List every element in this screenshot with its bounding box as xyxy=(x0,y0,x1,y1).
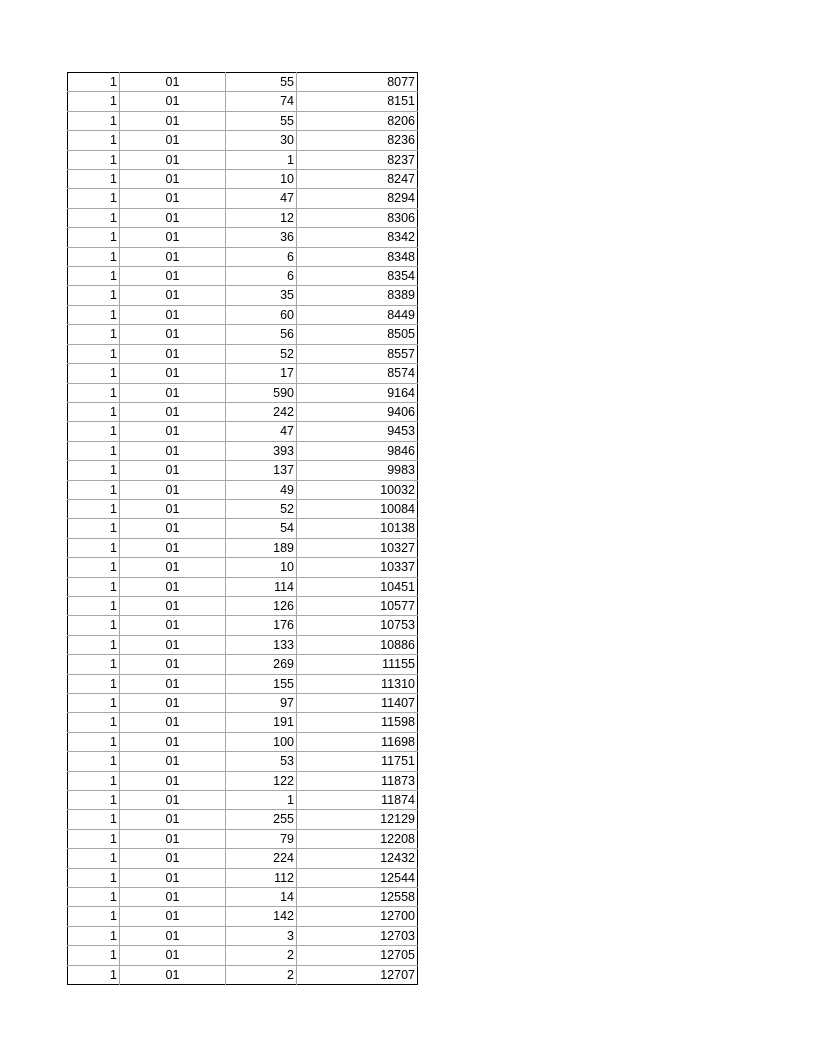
cell-col-c: 74 xyxy=(226,92,297,111)
cell-col-a: 1 xyxy=(68,305,120,324)
cell-col-b: 01 xyxy=(120,247,226,266)
cell-col-d: 12707 xyxy=(380,967,415,982)
cell-col-c: 242 xyxy=(226,402,297,421)
table-row xyxy=(68,926,418,945)
cell-col-b: 01 xyxy=(120,965,226,984)
cell-col-d: 12705 xyxy=(297,946,418,965)
cell-col-d: 11874 xyxy=(297,791,418,810)
cell-col-a: 1 xyxy=(68,131,120,150)
cell-col-c: 52 xyxy=(226,344,297,363)
cell-col-a: 1 xyxy=(68,247,120,266)
cell-col-b: 01 xyxy=(120,131,226,150)
cell-col-c: 10 xyxy=(226,558,297,577)
cell-col-b: 01 xyxy=(120,519,226,538)
table-row xyxy=(68,965,418,984)
cell-col-b: 01 xyxy=(120,694,226,713)
cell-col-b: 01 xyxy=(120,286,226,305)
cell-col-b: 01 xyxy=(120,480,226,499)
cell-col-c: 6 xyxy=(226,267,297,286)
cell-col-b: 01 xyxy=(120,829,226,848)
cell-col-a: 1 xyxy=(68,946,120,965)
table-row xyxy=(68,344,418,363)
cell-col-d: 12703 xyxy=(297,926,418,945)
cell-col-c: 100 xyxy=(226,732,297,751)
cell-col-d: 11873 xyxy=(297,771,418,790)
cell-col-d: 8574 xyxy=(297,364,418,383)
cell-col-c: 12 xyxy=(226,208,297,227)
cell-col-b: 01 xyxy=(120,713,226,732)
cell-col-d: 8237 xyxy=(297,150,418,169)
cell-col-d: 9406 xyxy=(297,402,418,421)
cell-col-c: 47 xyxy=(226,422,297,441)
cell-col-c: 255 xyxy=(226,810,297,829)
cell-col-c: 269 xyxy=(226,655,297,674)
cell-col-c: 55 xyxy=(226,73,297,92)
cell-col-b: 01 xyxy=(120,538,226,557)
cell-col-c: 79 xyxy=(226,829,297,848)
cell-col-a: 1 xyxy=(68,228,120,247)
table-row xyxy=(68,558,418,577)
table-row xyxy=(68,519,418,538)
cell-col-d: 8342 xyxy=(297,228,418,247)
table-row xyxy=(68,189,418,208)
cell-col-d: 9164 xyxy=(297,383,418,402)
cell-col-b: 01 xyxy=(120,868,226,887)
cell-col-a: 1 xyxy=(68,267,120,286)
table-row xyxy=(68,208,418,227)
cell-col-c: 122 xyxy=(226,771,297,790)
cell-col-a: 1 xyxy=(68,170,120,189)
cell-col-a: 1 xyxy=(68,286,120,305)
cell-col-c: 49 xyxy=(226,480,297,499)
cell-col-d: 10577 xyxy=(297,596,418,615)
cell-col-d: 12544 xyxy=(297,868,418,887)
cell-col-b: 01 xyxy=(120,616,226,635)
cell-col-a: 1 xyxy=(68,829,120,848)
cell-col-b: 01 xyxy=(120,344,226,363)
cell-col-b: 01 xyxy=(120,150,226,169)
cell-col-c: 114 xyxy=(226,577,297,596)
cell-col-c: 133 xyxy=(226,635,297,654)
cell-col-c: 224 xyxy=(226,849,297,868)
cell-col-a: 1 xyxy=(68,926,120,945)
table-row xyxy=(68,713,418,732)
cell-col-c: 47 xyxy=(226,189,297,208)
cell-col-b: 01 xyxy=(120,771,226,790)
table-row xyxy=(68,170,418,189)
cell-col-c: 10 xyxy=(226,170,297,189)
cell-col-c: 97 xyxy=(226,694,297,713)
cell-col-a: 1 xyxy=(68,791,120,810)
cell-col-a: 1 xyxy=(68,596,120,615)
cell-col-d: 11698 xyxy=(297,732,418,751)
cell-col-b: 01 xyxy=(120,189,226,208)
cell-col-b: 01 xyxy=(120,596,226,615)
cell-col-b: 01 xyxy=(120,364,226,383)
cell-col-c: 191 xyxy=(226,713,297,732)
cell-col-d: 11155 xyxy=(297,655,418,674)
cell-col-c: 155 xyxy=(226,674,297,693)
cell-col-d: 8354 xyxy=(297,267,418,286)
cell-col-d: 8206 xyxy=(297,111,418,130)
table-row xyxy=(68,849,418,868)
cell-col-d: 12700 xyxy=(297,907,418,926)
table-row xyxy=(68,674,418,693)
table-row xyxy=(68,635,418,654)
table-row xyxy=(68,907,418,926)
cell-col-b: 01 xyxy=(120,732,226,751)
cell-col-d: 8247 xyxy=(297,170,418,189)
cell-col-d: 12208 xyxy=(297,829,418,848)
cell-col-a: 1 xyxy=(68,810,120,829)
cell-col-a: 1 xyxy=(68,655,120,674)
table-row xyxy=(68,305,418,324)
cell-col-b: 01 xyxy=(120,888,226,907)
table-row xyxy=(68,752,418,771)
cell-col-b: 01 xyxy=(120,791,226,810)
cell-col-a: 1 xyxy=(68,383,120,402)
cell-col-c: 53 xyxy=(226,752,297,771)
cell-col-d: 11598 xyxy=(297,713,418,732)
cell-col-c: 60 xyxy=(226,305,297,324)
cell-col-b: 01 xyxy=(120,810,226,829)
cell-col-a: 1 xyxy=(68,499,120,518)
cell-col-c: 189 xyxy=(226,538,297,557)
cell-col-b: 01 xyxy=(120,422,226,441)
cell-col-a: 1 xyxy=(68,480,120,499)
table-row xyxy=(68,441,418,460)
table-row xyxy=(68,616,418,635)
table-row xyxy=(68,946,418,965)
cell-col-d: 10032 xyxy=(297,480,418,499)
cell-col-a: 1 xyxy=(68,208,120,227)
cell-col-c: 1 xyxy=(226,791,297,810)
cell-col-a: 1 xyxy=(68,868,120,887)
cell-col-d: 11407 xyxy=(297,694,418,713)
cell-col-a: 1 xyxy=(68,189,120,208)
cell-col-a: 1 xyxy=(68,325,120,344)
cell-col-b: 01 xyxy=(120,267,226,286)
cell-col-a: 1 xyxy=(68,849,120,868)
table-row xyxy=(68,732,418,751)
cell-col-d: 8236 xyxy=(297,131,418,150)
table-row xyxy=(68,888,418,907)
cell-col-c: 30 xyxy=(226,131,297,150)
table-row xyxy=(68,829,418,848)
cell-col-b: 01 xyxy=(120,499,226,518)
cell-col-b: 01 xyxy=(120,558,226,577)
cell-col-b: 01 xyxy=(120,402,226,421)
cell-col-d: 12129 xyxy=(297,810,418,829)
table-row xyxy=(68,383,418,402)
cell-col-a: 1 xyxy=(68,344,120,363)
table-row xyxy=(68,810,418,829)
cell-col-b: 01 xyxy=(120,946,226,965)
table-row xyxy=(68,402,418,421)
data-table xyxy=(67,72,418,985)
cell-col-d: 9453 xyxy=(297,422,418,441)
table-row xyxy=(68,596,418,615)
cell-col-b: 01 xyxy=(120,92,226,111)
cell-col-d: 10138 xyxy=(297,519,418,538)
cell-col-a: 1 xyxy=(68,616,120,635)
cell-col-a: 1 xyxy=(68,150,120,169)
cell-col-b: 01 xyxy=(120,441,226,460)
cell-col-a: 1 xyxy=(68,674,120,693)
cell-col-c: 393 xyxy=(226,441,297,460)
cell-col-d: 11310 xyxy=(297,674,418,693)
cell-col-a: 1 xyxy=(68,965,120,984)
cell-col-a: 1 xyxy=(68,907,120,926)
table-row xyxy=(68,771,418,790)
cell-col-c: 56 xyxy=(226,325,297,344)
cell-col-b: 01 xyxy=(120,655,226,674)
cell-col-b: 01 xyxy=(120,849,226,868)
table-row xyxy=(68,538,418,557)
cell-col-b: 01 xyxy=(120,208,226,227)
table-row xyxy=(68,655,418,674)
cell-col-a: 1 xyxy=(68,422,120,441)
table-row xyxy=(68,461,418,480)
table-row xyxy=(68,92,418,111)
cell-col-d: 8348 xyxy=(297,247,418,266)
cell-col-c: 14 xyxy=(226,888,297,907)
cell-col-a: 1 xyxy=(68,519,120,538)
cell-col-a: 1 xyxy=(68,402,120,421)
table-row xyxy=(68,868,418,887)
cell-col-b: 01 xyxy=(120,305,226,324)
cell-col-a: 1 xyxy=(68,558,120,577)
cell-col-c: 54 xyxy=(226,519,297,538)
cell-col-d: 8557 xyxy=(297,344,418,363)
cell-col-c: 137 xyxy=(226,461,297,480)
cell-col-b: 01 xyxy=(120,752,226,771)
cell-col-a: 1 xyxy=(68,752,120,771)
cell-col-b: 01 xyxy=(120,461,226,480)
cell-col-b: 01 xyxy=(120,926,226,945)
table-row xyxy=(68,267,418,286)
cell-col-d: 10084 xyxy=(297,499,418,518)
table-row xyxy=(68,286,418,305)
table-row xyxy=(68,499,418,518)
cell-col-b: 01 xyxy=(120,325,226,344)
cell-col-c: 2 xyxy=(226,965,297,984)
cell-col-c: 142 xyxy=(226,907,297,926)
cell-col-a: 1 xyxy=(68,538,120,557)
cell-col-a: 1 xyxy=(68,441,120,460)
cell-col-a: 1 xyxy=(68,771,120,790)
cell-col-a: 1 xyxy=(68,73,120,92)
table-row xyxy=(68,791,418,810)
cell-col-b: 01 xyxy=(120,73,226,92)
cell-col-a: 1 xyxy=(68,92,120,111)
table-body xyxy=(68,73,418,985)
table-row xyxy=(68,111,418,130)
cell-col-d: 9983 xyxy=(297,461,418,480)
cell-col-d: 10886 xyxy=(297,635,418,654)
cell-col-b: 01 xyxy=(120,674,226,693)
cell-col-a: 1 xyxy=(68,713,120,732)
cell-col-c: 126 xyxy=(226,596,297,615)
cell-col-c: 6 xyxy=(226,247,297,266)
cell-col-c: 1 xyxy=(226,150,297,169)
cell-col-d: 8306 xyxy=(297,208,418,227)
cell-col-a: 1 xyxy=(68,635,120,654)
table-row xyxy=(68,131,418,150)
cell-col-d: 8294 xyxy=(297,189,418,208)
cell-col-d: 10327 xyxy=(297,538,418,557)
cell-col-d: 11751 xyxy=(297,752,418,771)
table-row xyxy=(68,577,418,596)
cell-col-b: 01 xyxy=(120,111,226,130)
cell-col-b: 01 xyxy=(120,170,226,189)
cell-col-d: 8151 xyxy=(297,92,418,111)
cell-col-a: 1 xyxy=(68,111,120,130)
cell-col-c: 176 xyxy=(226,616,297,635)
cell-col-c: 112 xyxy=(226,868,297,887)
cell-col-a: 1 xyxy=(68,364,120,383)
table-row xyxy=(68,694,418,713)
table-row xyxy=(68,150,418,169)
cell-col-d: 12558 xyxy=(297,888,418,907)
cell-col-b: 01 xyxy=(120,228,226,247)
table-row xyxy=(68,247,418,266)
cell-col-d: 9846 xyxy=(297,441,418,460)
cell-col-c: 36 xyxy=(226,228,297,247)
cell-col-d: 10753 xyxy=(297,616,418,635)
cell-col-a: 1 xyxy=(68,732,120,751)
table-row xyxy=(68,228,418,247)
cell-col-a: 1 xyxy=(68,461,120,480)
cell-col-c: 3 xyxy=(226,926,297,945)
cell-col-a: 1 xyxy=(68,888,120,907)
cell-col-c: 2 xyxy=(226,946,297,965)
cell-col-d: 12432 xyxy=(297,849,418,868)
table-row xyxy=(68,73,418,92)
cell-col-b: 01 xyxy=(120,635,226,654)
cell-col-d: 8077 xyxy=(297,73,418,92)
table-row xyxy=(68,422,418,441)
cell-col-c: 35 xyxy=(226,286,297,305)
cell-col-b: 01 xyxy=(120,907,226,926)
cell-col-a: 1 xyxy=(68,577,120,596)
cell-col-d: 8389 xyxy=(297,286,418,305)
cell-col-c: 17 xyxy=(226,364,297,383)
cell-col-c: 52 xyxy=(226,499,297,518)
cell-col-c: 590 xyxy=(226,383,297,402)
cell-col-d: 8449 xyxy=(297,305,418,324)
table-row xyxy=(68,364,418,383)
cell-col-d: 8505 xyxy=(297,325,418,344)
table-row xyxy=(68,480,418,499)
cell-col-c: 55 xyxy=(226,111,297,130)
cell-col-b: 01 xyxy=(120,383,226,402)
cell-col-d: 10337 xyxy=(297,558,418,577)
cell-col-d: 10451 xyxy=(297,577,418,596)
cell-col-a: 1 xyxy=(68,694,120,713)
table-row xyxy=(68,325,418,344)
cell-col-b: 01 xyxy=(120,577,226,596)
